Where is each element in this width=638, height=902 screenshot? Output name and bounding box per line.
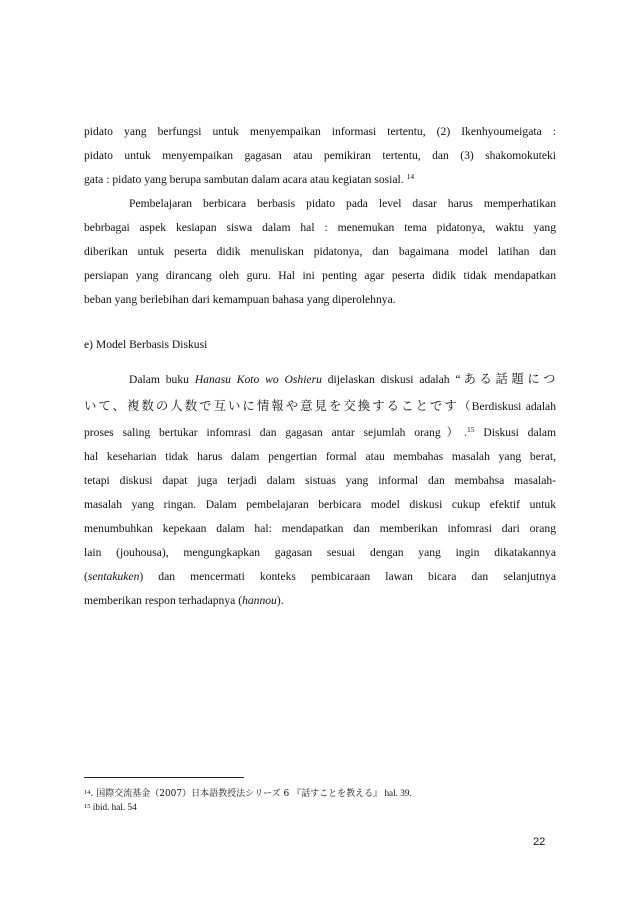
footnote-ref: 14 <box>406 172 415 181</box>
footnote-jp-text: . 国際交流基金（2007）日本語教授法シリーズ 6 『話すことを教える』 <box>90 789 383 799</box>
text-line: pidato yang berfungsi untuk menyempaikan informasi tertentu, (2) Ikenhyoumeigata : <box>84 125 556 138</box>
text-line: (sentakuken) dan mencermati konteks pembicaraan lawan bicara dan selanjutnya <box>84 570 556 583</box>
paragraph-diskusi-line1 <box>84 367 556 392</box>
text-span: Dalam buku <box>129 373 195 386</box>
text-line: persiapan yang dirancang oleh guru. Hal ini penting agar peserta didik tidak mendapatkan <box>84 269 556 282</box>
text-line: Pembelajaran berbicara berbasis pidato pada level dasar harus memperhatikan <box>129 197 556 210</box>
footnote-14 <box>84 787 412 801</box>
section-heading: e) Model Berbasis Diskusi <box>84 338 208 351</box>
footnote-15 <box>84 801 137 814</box>
footnote-text: ibid. hal. 54 <box>90 802 137 812</box>
text-line: bebrbagai aspek kesiapan siswa dalam hal : menemukan tema pidatonya, waktu yang <box>84 221 556 234</box>
term-italic: sentakuken <box>87 570 140 583</box>
footnote-divider <box>84 777 244 778</box>
paragraph-pembelajaran <box>84 192 556 216</box>
text-line: beban yang berlebihan dari kemampuan bahasa yang diperolehnya. <box>84 293 396 306</box>
text-line: gata : pidato yang berupa sambutan dalam acara atau kegiatan sosial. <box>84 173 404 186</box>
text-span: Diskusi dalam <box>474 426 556 439</box>
paragraph-diskusi-line3 <box>84 421 556 445</box>
paragraph-pidato-types <box>84 120 556 168</box>
footnote-text: hal. 39. <box>384 788 412 798</box>
text-line: hal keseharian tidak harus dalam pengertian formal atau membahas masalah yang berat, <box>84 450 556 463</box>
text-line: diberikan untuk peserta didik menuliskan pidatonya, dan bagaimana model latihan dan <box>84 245 556 258</box>
paragraph-diskusi-body <box>84 445 556 589</box>
paragraph-diskusi-line2 <box>84 394 556 419</box>
text-line: menumbuhkan kepekaan dalam hal: mendapatkan dan memberikan infomrasi dari orang <box>84 522 556 535</box>
text-line: pidato untuk menyempaikan gagasan atau pemikiran tertentu, dan (3) shakomokuteki <box>84 149 556 162</box>
text-line-last <box>84 288 556 312</box>
japanese-text: いて、複数の人数で互いに情報や意見を交換することです <box>84 398 459 413</box>
text-line-last: memberikan respon terhadapnya (hannou). <box>84 594 284 607</box>
text-line: lain (jouhousa), mengungkapkan gagasan sesuai dengan yang ingin dikatakannya <box>84 546 556 559</box>
footnote-number: 15 <box>84 803 91 810</box>
text-line: masalah yang ringan. Dalam pembelajaran berbicara model diskusi cukup efektif untuk <box>84 498 556 511</box>
japanese-text: ある話題につ <box>460 371 557 386</box>
text-line: tetapi diskusi dapat juga terjadi dalam sistuas yang informal dan membahsa masalah- <box>84 474 556 487</box>
book-title: Hanasu Koto wo Oshieru <box>194 373 322 386</box>
text-span: proses saling bertukar infomrasi dan gagasan antar sejumlah orang）. <box>84 426 468 439</box>
term-italic: hannou <box>242 594 277 607</box>
text-line-last <box>84 168 556 192</box>
text-span: （Berdiskusi adalah <box>458 400 556 413</box>
footnote-number: 14 <box>84 789 91 796</box>
paragraph-pembelajaran-cont <box>84 216 556 288</box>
footnote-ref: 15 <box>467 425 475 434</box>
text-span: dijelaskan diskusi adalah “ <box>321 373 461 386</box>
page-number: 22 <box>533 836 546 848</box>
